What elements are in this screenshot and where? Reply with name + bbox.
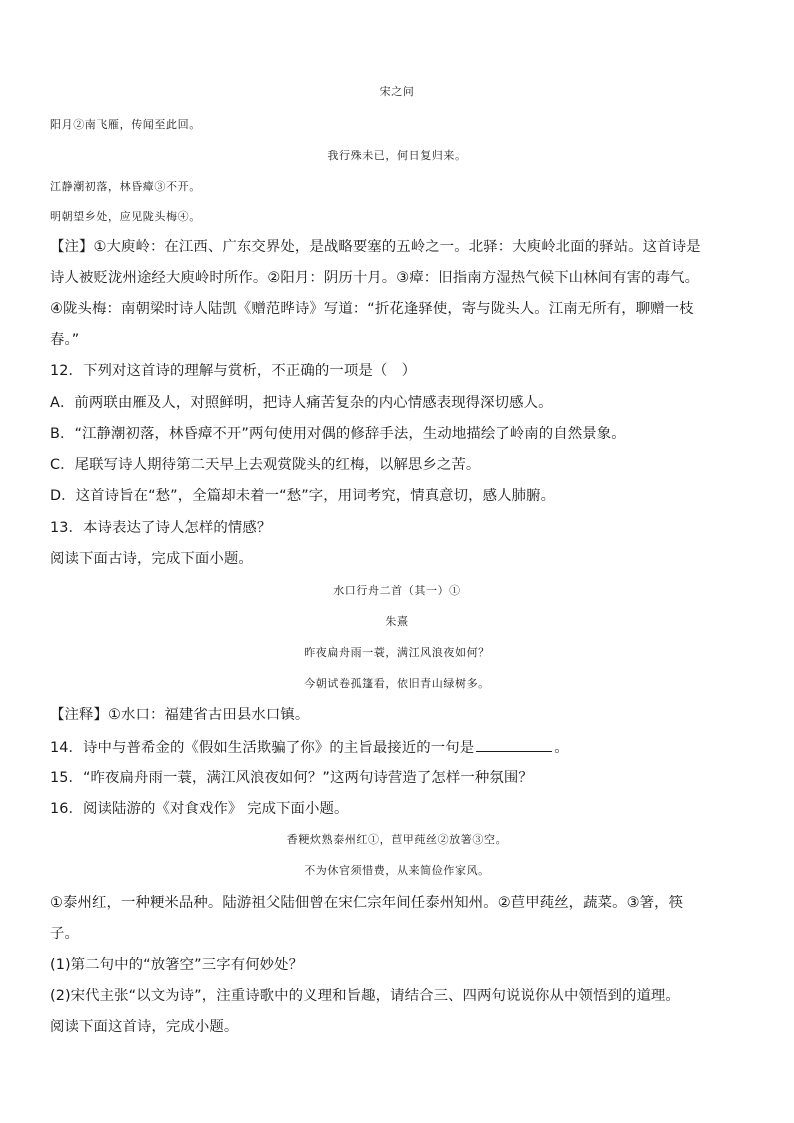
question-12-option-d: D．这首诗旨在“愁”，全篇却未着一“愁”字，用词考究，情真意切，感人肺腑。 bbox=[50, 488, 556, 504]
poem2-note: 【注释】①水口：福建省古田县水口镇。 bbox=[50, 707, 310, 723]
question-14-text: 14．诗中与普希金的《假如生活欺骗了你》的主旨最接近的一句是 bbox=[50, 740, 475, 756]
question-16-sub-1: (1)第二句中的“放箸空”三字有何妙处？ bbox=[50, 957, 304, 973]
reading-intro-1: 阅读下面古诗，完成下面小题。 bbox=[50, 551, 253, 567]
question-12-option-b: B．“江静潮初落，林昏瘴不开”两句使用对偶的修辞手法，生动地描绘了岭南的自然景象。 bbox=[50, 426, 626, 442]
poem1-note-line-2: 诗人被贬泷州途经大庾岭时所作。②阳月：阴历十月。③瘴：旧指南方湿热气候下山林间有害的毒气。 bbox=[50, 270, 700, 286]
reading-intro-2: 阅读下面这首诗，完成小题。 bbox=[50, 1019, 239, 1035]
poem1-line-3: 江静潮初落，林昏瘴③不开。 bbox=[50, 180, 201, 193]
poem1-note-line-1: 【注】①大庾岭：在江西、广东交界处，是战略要塞的五岭之一。北驿：大庾岭北面的驿站。这首诗是 bbox=[50, 239, 701, 255]
question-12-option-a: A．前两联由雁及人，对照鲜明，把诗人痛苦复杂的内心情感表现得深切感人。 bbox=[50, 395, 553, 411]
poem3-note-line-2: 子。 bbox=[50, 926, 79, 942]
question-12-option-c: C．尾联写诗人期待第二天早上去观赏陇头的红梅，以解思乡之苦。 bbox=[50, 457, 481, 473]
question-16-sub-2: (2)宋代主张“以文为诗”，注重诗歌中的义理和旨趣，请结合三、四两句说说你从中领悟到的道理。 bbox=[50, 988, 680, 1004]
answer-blank bbox=[476, 737, 552, 752]
question-14 bbox=[50, 737, 569, 758]
question-12-stem: 12．下列对这首诗的理解与赏析，不正确的一项是（ ） bbox=[50, 363, 417, 379]
poem1-line-4: 明朝望乡处，应见陇头梅④。 bbox=[50, 210, 201, 223]
question-14-end: 。 bbox=[554, 740, 569, 756]
question-13: 13．本诗表达了诗人怎样的情感？ bbox=[50, 520, 272, 536]
poem2-title: 水口行舟二首（其一）① bbox=[333, 584, 461, 597]
poem3-line-2: 不为休官须惜费，从来简俭作家风。 bbox=[304, 864, 490, 877]
poem1-line-2: 我行殊未已，何日复归来。 bbox=[327, 149, 467, 162]
poem1-line-1: 阳月②南飞雁，传闻至此回。 bbox=[50, 118, 201, 131]
poem3-note-line-1: ①泰州红，一种粳米品种。陆游祖父陆佃曾在宋仁宗年间任泰州知州。②苣甲莼丝，蔬菜。③箸，筷 bbox=[50, 895, 684, 911]
poem3-line-1: 香粳炊熟泰州红①，苣甲莼丝②放箸③空。 bbox=[286, 833, 508, 846]
question-15: 15．“昨夜扁舟雨一蓑，满江风浪夜如何？”这两句诗营造了怎样一种氛围？ bbox=[50, 770, 533, 786]
question-16: 16．阅读陆游的《对食戏作》 完成下面小题。 bbox=[50, 801, 349, 817]
poem1-note-line-3: ④陇头梅：南朝梁时诗人陆凯《赠范晔诗》写道：“折花逢驿使，寄与陇头人。江南无所有，聊赠一枝 bbox=[50, 301, 694, 317]
poem1-author: 宋之问 bbox=[379, 85, 415, 98]
poem2-line-1: 昨夜扁舟雨一蓑，满江风浪夜如何？ bbox=[304, 646, 490, 659]
poem1-note-line-4: 春。” bbox=[50, 332, 80, 348]
poem2-author: 朱熹 bbox=[385, 615, 409, 628]
poem2-line-2: 今朝试卷孤篷看，依旧青山绿树多。 bbox=[304, 677, 490, 690]
